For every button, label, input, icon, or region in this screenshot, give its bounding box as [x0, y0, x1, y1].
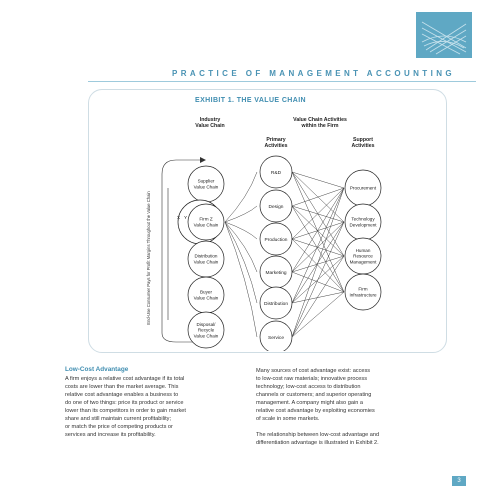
- industry-node-label: Value Chain: [193, 184, 219, 190]
- connector-line: [292, 188, 344, 272]
- primary-header-line1: Primary: [266, 137, 286, 143]
- support-activity-label: Management: [349, 259, 377, 265]
- primary-activity-label: Distribution: [264, 301, 288, 307]
- connector-line: [292, 206, 344, 222]
- connector-line: [292, 188, 344, 206]
- page-number: 3: [452, 476, 466, 486]
- right-line: to low-cost raw materials; innovative process: [256, 376, 367, 382]
- support-activity-label: Human: [355, 247, 371, 253]
- support-activity-label: Firm: [358, 286, 368, 292]
- industry-node-label: Recycle: [197, 327, 215, 333]
- left-line: A firm enjoys a relative cost advantage if its total: [65, 376, 185, 382]
- industry-node-label: Value Chain: [193, 295, 219, 301]
- exhibit-title: EXHIBIT 1. THE VALUE CHAIN: [195, 97, 307, 104]
- left-line: lower than its competitors in order to gain market: [65, 408, 186, 414]
- section-title: PRACTICE OF MANAGEMENT ACCOUNTING: [172, 69, 456, 78]
- primary-activity-label: Production: [264, 237, 288, 243]
- connector-line: [292, 256, 344, 337]
- connector-line: [292, 239, 344, 256]
- left-line: or match the price of competing products or: [65, 424, 173, 430]
- left-column: [65, 375, 249, 439]
- left-line: costs are lower than the market average. This: [65, 384, 179, 390]
- industry-node-label: Value Chain: [193, 333, 219, 339]
- right-line: technology; low-cost access to distribution: [256, 384, 361, 390]
- industry-node-label: Distribution: [194, 253, 218, 259]
- marker-x: X: [177, 215, 181, 220]
- connector-line: [292, 222, 344, 239]
- right-line: management. A company might also gain a: [256, 400, 363, 406]
- support-activity-label: Development: [349, 222, 377, 228]
- value-chain-diagram: [88, 108, 445, 351]
- right-line: channels or customers; and superior operating: [256, 392, 372, 398]
- support-activity-label: Resource: [353, 253, 373, 259]
- industry-node-label: Supplier: [197, 178, 215, 184]
- left-line: relative cost advantage enables a business to: [65, 392, 179, 398]
- connector-line: [225, 222, 257, 337]
- industry-node-label: Value Chain: [193, 222, 219, 228]
- primary-activity-label: R&D: [270, 170, 282, 176]
- industry-node-label: Firm Z: [199, 216, 213, 222]
- connector-line: [225, 206, 257, 222]
- connector-line: [292, 272, 344, 292]
- side-label: End-Use Consumer Pays for Profit Margins Throughout the Value Chain: [146, 191, 151, 325]
- connector-line: [225, 222, 257, 272]
- right-line: relative cost advantage by exploiting economies: [256, 408, 375, 414]
- marker-y: Y: [184, 215, 188, 220]
- right-line: differentiation advantage is illustrated in Exhibit 2.: [256, 440, 379, 446]
- industry-node-label: Disposal/: [196, 321, 216, 327]
- industry-node-label: Buyer: [199, 289, 213, 295]
- right-line: The relationship between low-cost advantage and: [256, 432, 380, 438]
- connector-line: [292, 172, 344, 292]
- support-activity-label: Technology: [351, 216, 375, 222]
- industry-header-line1: Industry: [199, 117, 221, 123]
- right-line: of scale in some markets.: [256, 416, 320, 422]
- connector-line: [292, 172, 344, 188]
- left-line: do one of two things: price its product or service: [65, 400, 184, 406]
- primary-activity-label: Marketing: [265, 270, 287, 276]
- connector-line: [225, 172, 257, 222]
- industry-node-label: Value Chain: [193, 259, 219, 265]
- support-activity-label: Procurement: [349, 185, 377, 191]
- connector-line: [292, 188, 344, 303]
- support-header-line1: Support: [353, 137, 373, 143]
- right-line: Many sources of cost advantage exist: access: [256, 368, 371, 374]
- connector-line: [292, 256, 344, 272]
- firm-header-line2: within the Firm: [301, 123, 339, 129]
- title-divider: [88, 81, 476, 82]
- support-activity-label: Infrastructure: [349, 292, 377, 298]
- left-line: share and still maintain current profitability;: [65, 416, 172, 422]
- right-column: [256, 367, 440, 447]
- loop-arrow-icon: [200, 157, 206, 163]
- globe-lines-icon: [416, 12, 472, 58]
- industry-header-line2: Value Chain: [195, 123, 225, 129]
- primary-activity-label: Service: [268, 335, 284, 341]
- primary-header-line2: Activities: [264, 143, 288, 149]
- firm-header-line1: Value Chain Activities: [293, 117, 347, 123]
- support-header-line2: Activities: [351, 143, 375, 149]
- corner-graphic: [416, 12, 472, 58]
- paragraph-gap: [256, 423, 440, 431]
- left-line: services and increase its profitability.: [65, 432, 156, 438]
- primary-activity-label: Design: [268, 204, 284, 210]
- section-subheading: Low-Cost Advantage: [65, 366, 129, 373]
- connector-line: [292, 292, 344, 303]
